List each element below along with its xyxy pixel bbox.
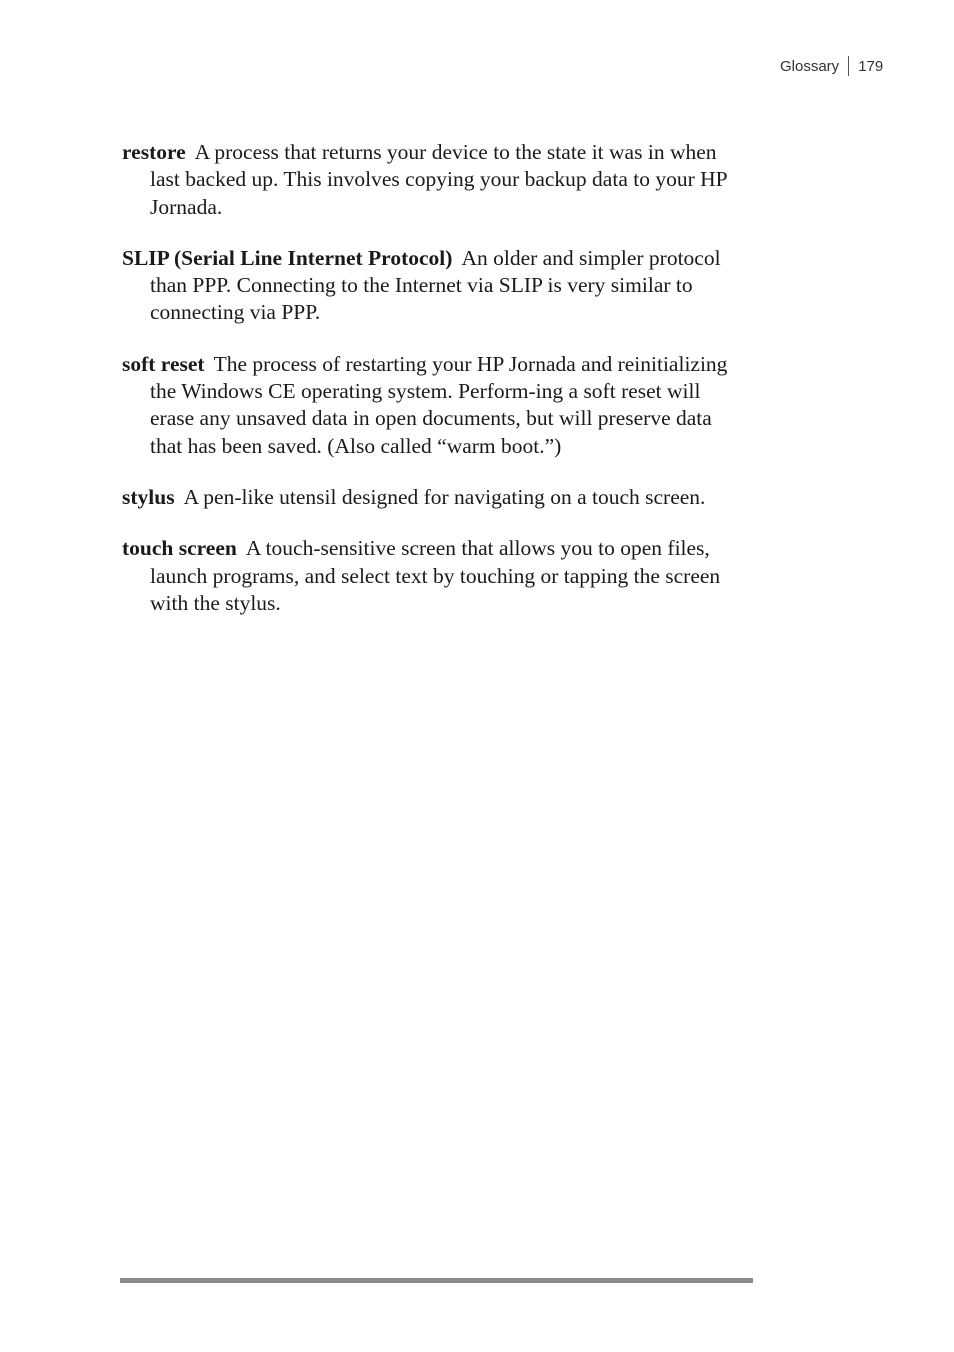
page-number: 179 [858,57,884,75]
glossary-definition: A touch-sensitive screen that allows you to open files, launch programs, and select text by touching or tapping the screen with the stylus. [150,536,721,615]
glossary-entry-slip [122,245,747,327]
footer-rule [120,1278,753,1283]
glossary-definition: A pen-like utensil designed for navigating on a touch screen. [183,484,706,509]
glossary-definition: An older and simpler protocol than PPP. Connecting to the Internet via SLIP is very similar to connecting via PPP. [150,245,721,325]
section-title: Glossary [780,57,840,75]
glossary-definition: The process of restarting your HP Jornada and reinitializing the Windows CE operating system. Perform-ing a soft reset will erase any unsaved data in open documents, but will preserve data that has been saved. (Also called “warm boot.”) [150,351,728,458]
glossary-entry-touch-screen [122,535,747,617]
glossary-term: restore [122,140,186,164]
glossary-definition: A process that returns your device to the state it was in when last backed up. This involves copying your backup data to your HP Jornada. [150,140,727,219]
glossary-term: touch screen [122,536,237,561]
glossary-entry-restore [122,139,747,221]
glossary-entry-soft-reset [122,351,747,460]
running-header [780,56,883,76]
glossary-term: SLIP (Serial Line Internet Protocol) [122,245,453,270]
glossary-term: stylus [122,484,175,509]
header-divider [848,56,849,76]
glossary-entry-stylus [122,484,747,511]
glossary-term: soft reset [122,351,205,376]
glossary-list [122,139,747,641]
